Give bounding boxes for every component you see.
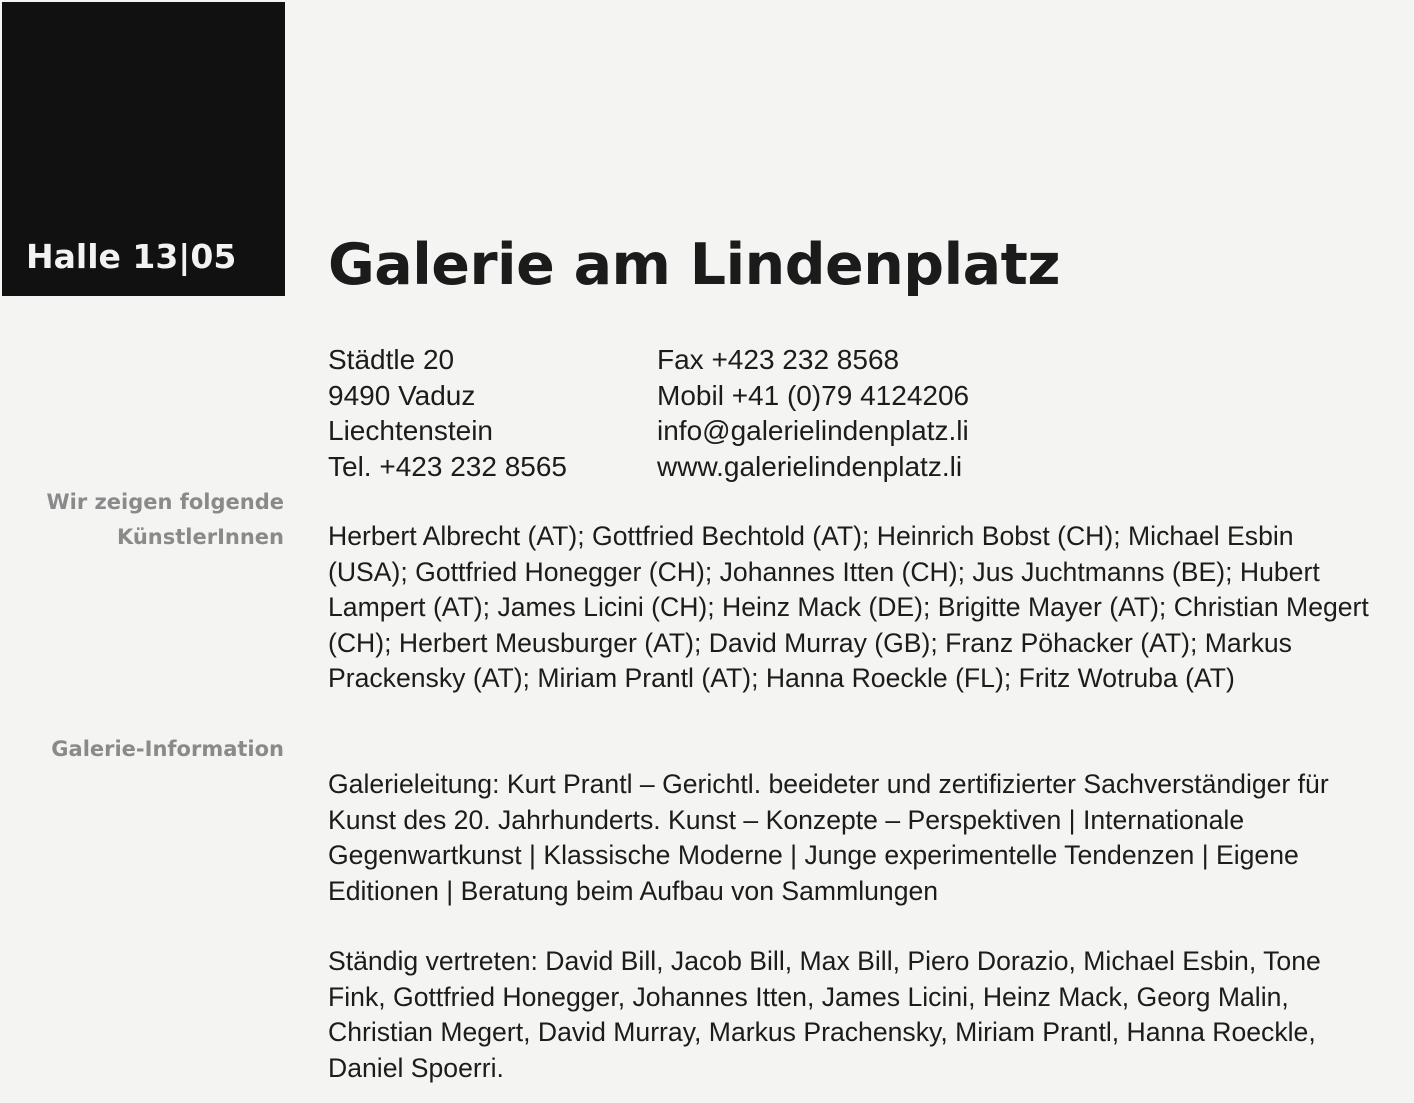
artists-label-line1: Wir zeigen folgende	[46, 490, 284, 514]
page-title: Galerie am Lindenplatz	[328, 232, 1061, 298]
artists-list: Herbert Albrecht (AT); Gottfried Bechtold (AT); Heinrich Bobst (CH); Michael Esbin (USA); Gottfried Honegger (CH); Johannes Itten (CH); Jus Juchtmanns (BE); Hubert Lampert (AT); James Licini (CH); Heinz Mack (DE); Brigitte Mayer (AT); Christian Megert (CH); Herbert Meusburger (AT); David Murray (GB); Franz Pöhacker (AT); Markus Prackensky (AT); Miriam Prantl (AT); Hanna Roeckle (FL); Fritz Wotruba (AT)	[328, 521, 1369, 693]
contact-block	[657, 342, 969, 484]
represented-artists-text: Ständig vertreten: David Bill, Jacob Bill, Max Bill, Piero Dorazio, Michael Esbin, Tone Fink, Gottfried Honegger, Johannes Itten, James Licini, Heinz Mack, Georg Malin, Christian Megert, David Murray, Markus Prachensky, Miriam Prantl, Hanna Roeckle, Daniel Spoerri.	[328, 946, 1321, 1083]
hall-number: Halle 13|05	[26, 237, 237, 276]
info-section-label	[51, 732, 284, 767]
fax-number: Fax +423 232 8568	[657, 344, 900, 375]
artists-section-label	[47, 485, 285, 555]
gallery-info-text: Galerieleitung: Kurt Prantl – Gerichtl. beeideter und zertifizierter Sachverständiger für Kunst des 20. Jahrhunderts. Kunst – Konzepte – Perspektiven | Internationale Gegenwartkunst | Klassische Moderne | Junge experimentelle Tendenzen | Eigene Editionen | Beratung beim Aufbau von Sammlungen	[328, 769, 1329, 906]
address-city: 9490 Vaduz	[328, 379, 476, 411]
address-country: Liechtenstein	[328, 415, 494, 446]
address-street: Städtle 20	[328, 344, 455, 375]
email-address[interactable]: info@galerielindenplatz.li	[657, 415, 969, 446]
address-block	[328, 342, 567, 484]
mobile-number: Mobil +41 (0)79 4124206	[657, 379, 970, 411]
website-link[interactable]: www.galerielindenplatz.li	[657, 450, 963, 482]
phone-number: Tel. +423 232 8565	[328, 450, 567, 482]
artists-label-line2: KünstlerInnen	[116, 525, 284, 549]
info-label-text: Galerie-Information	[51, 737, 284, 761]
